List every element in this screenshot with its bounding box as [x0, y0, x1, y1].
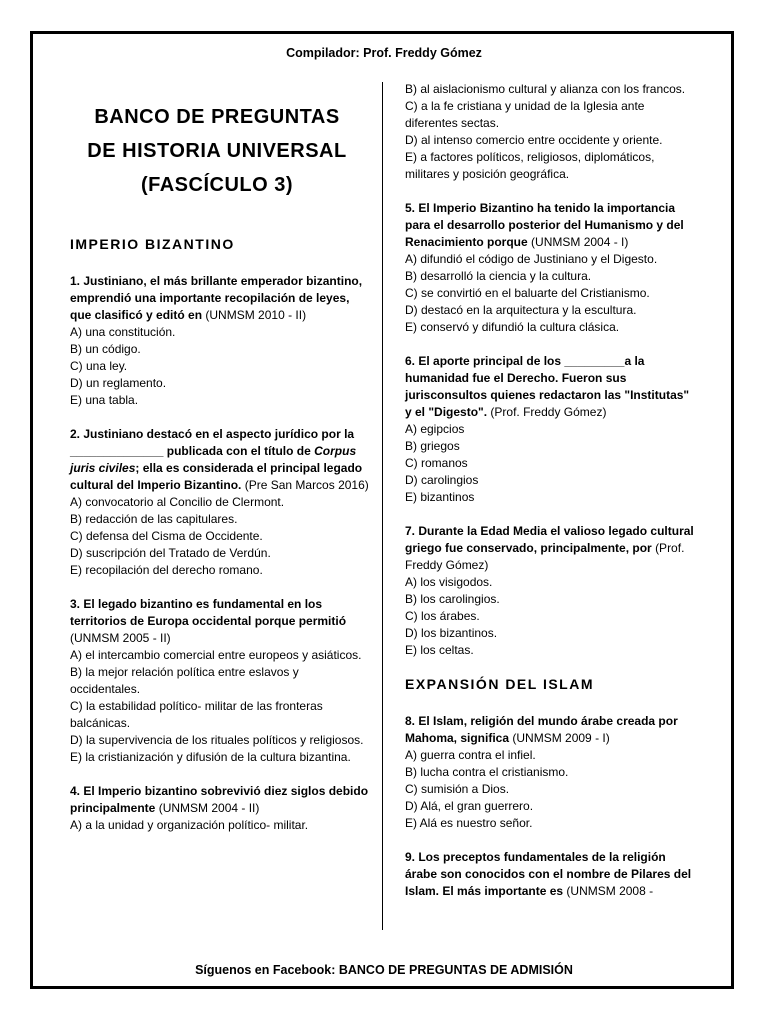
option-e: E) la cristianización y difusión de la cultura bizantina.	[70, 750, 351, 764]
question-source: (Prof. Freddy Gómez)	[490, 405, 607, 419]
option-d: D) Alá, el gran guerrero.	[405, 799, 534, 813]
question-stem	[405, 713, 695, 747]
option-d: D) destacó en la arquitectura y la escultura.	[405, 303, 637, 317]
option-d: D) la supervivencia de los rituales políticos y religiosos.	[70, 733, 364, 747]
option-c: C) sumisión a Dios.	[405, 782, 510, 796]
question-4-continued	[405, 81, 695, 183]
option-e: E) los celtas.	[405, 643, 474, 657]
option-a: A) el intercambio comercial entre europeos y asiáticos.	[70, 648, 362, 662]
compiler-header: Compilador: Prof. Freddy Gómez	[286, 46, 482, 60]
option-e: E) Alá es nuestro señor.	[405, 816, 533, 830]
option-c: C) a la fe cristiana y unidad de la Iglesia ante diferentes sectas.	[405, 99, 645, 130]
question-7	[405, 523, 695, 659]
title-line-3: (FASCÍCULO 3)	[140, 174, 294, 196]
document-title	[64, 100, 370, 202]
option-a: A) difundió el código de Justiniano y el Digesto.	[405, 252, 658, 266]
question-5	[405, 200, 695, 336]
question-1	[70, 273, 370, 409]
option-a: A) convocatorio al Concilio de Clermont.	[70, 495, 285, 509]
option-e: E) recopilación del derecho romano.	[70, 563, 263, 577]
stem-text-continued: ; ella es considerada el principal legado cultural del Imperio Bizantino.	[70, 461, 363, 492]
option-b: B) los carolingios.	[405, 592, 500, 606]
question-source: (UNMSM 2005 - II)	[70, 631, 171, 645]
option-b: B) al aislacionismo cultural y alianza con los francos.	[405, 82, 686, 96]
option-b: B) redacción de las capitulares.	[70, 512, 238, 526]
option-b: B) desarrolló la ciencia y la cultura.	[405, 269, 592, 283]
question-6	[405, 353, 695, 506]
question-stem	[405, 353, 695, 421]
option-b: B) la mejor relación política entre eslavos y occidentales.	[70, 665, 299, 696]
option-e: E) conservó y difundió la cultura clásica.	[405, 320, 620, 334]
option-b: B) un código.	[70, 342, 141, 356]
column-divider	[382, 82, 383, 930]
option-c: C) se convirtió en el baluarte del Cristianismo.	[405, 286, 650, 300]
stem-italic-text: Corpus juris civiles	[70, 444, 357, 475]
question-stem	[70, 273, 370, 324]
option-e: E) una tabla.	[70, 393, 139, 407]
section-title-imperio-bizantino: IMPERIO BIZANTINO	[70, 236, 235, 252]
question-source: (Pre San Marcos 2016)	[244, 478, 369, 492]
question-source: (UNMSM 2004 - II)	[158, 801, 260, 815]
option-c: C) los árabes.	[405, 609, 480, 623]
option-a: A) una constitución.	[70, 325, 176, 339]
question-2	[70, 426, 370, 579]
question-source: (UNMSM 2010 - II)	[205, 308, 307, 322]
stem-text: 4. El Imperio bizantino sobrevivió diez siglos debido principalmente	[70, 784, 369, 815]
left-column	[70, 100, 370, 851]
question-source: (Prof. Freddy Gómez)	[405, 541, 685, 572]
option-a: A) a la unidad y organización político- militar.	[70, 818, 309, 832]
question-stem	[70, 783, 370, 817]
title-line-1: BANCO DE PREGUNTAS	[94, 106, 340, 128]
option-e: E) bizantinos	[405, 490, 475, 504]
question-stem	[405, 200, 695, 251]
section-title-expansion-islam: EXPANSIÓN DEL ISLAM	[405, 676, 595, 692]
option-b: B) griegos	[405, 439, 460, 453]
stem-text: 3. El legado bizantino es fundamental en los territorios de Europa occidental porque permitió	[70, 597, 347, 628]
stem-text: 9. Los preceptos fundamentales de la religión árabe son conocidos con el nombre de Pilares del Islam. El más importante es	[405, 850, 692, 898]
question-stem	[405, 849, 695, 900]
question-stem	[70, 426, 370, 494]
option-a: A) guerra contra el infiel.	[405, 748, 536, 762]
question-source: (UNMSM 2008 -	[566, 884, 654, 898]
facebook-footer: Síguenos en Facebook: BANCO DE PREGUNTAS DE ADMISIÓN	[195, 963, 573, 977]
question-stem	[405, 523, 695, 574]
option-c: C) defensa del Cisma de Occidente.	[70, 529, 263, 543]
question-3	[70, 596, 370, 766]
option-c: C) romanos	[405, 456, 468, 470]
option-a: A) los visigodos.	[405, 575, 493, 589]
question-stem	[70, 596, 370, 647]
option-c: C) una ley.	[70, 359, 128, 373]
option-b: B) lucha contra el cristianismo.	[405, 765, 569, 779]
option-d: D) un reglamento.	[70, 376, 167, 390]
option-c: C) la estabilidad político- militar de las fronteras balcánicas.	[70, 699, 323, 730]
question-4	[70, 783, 370, 834]
option-e: E) a factores políticos, religiosos, diplomáticos, militares y posición geográfica.	[405, 150, 655, 181]
option-d: D) carolingios	[405, 473, 479, 487]
question-8	[405, 713, 695, 832]
question-9	[405, 849, 695, 900]
option-d: D) suscripción del Tratado de Verdún.	[70, 546, 271, 560]
stem-text: 8. El Islam, religión del mundo árabe creada por Mahoma, significa	[405, 714, 678, 745]
question-source: (UNMSM 2004 - I)	[531, 235, 629, 249]
right-column	[405, 81, 695, 917]
stem-text: 1. Justiniano, el más brillante emperador bizantino, emprendió una importante recopilación de leyes, que clasificó y editó en	[70, 274, 363, 322]
title-line-2: DE HISTORIA UNIVERSAL	[87, 140, 347, 162]
question-source: (UNMSM 2009 - I)	[512, 731, 610, 745]
option-a: A) egipcios	[405, 422, 465, 436]
stem-text: 7. Durante la Edad Media el valioso legado cultural griego fue conservado, principalmente, por	[405, 524, 694, 555]
option-d: D) al intenso comercio entre occidente y oriente.	[405, 133, 663, 147]
stem-text: 2. Justiniano destacó en el aspecto jurídico por la ______________ publicada con el título de	[70, 427, 355, 458]
option-d: D) los bizantinos.	[405, 626, 498, 640]
stem-text: 5. El Imperio Bizantino ha tenido la importancia para el desarrollo posterior del Humanismo y del Renacimiento porque	[405, 201, 684, 249]
stem-text: 6. El aporte principal de los _________a la humanidad fue el Derecho. Fueron sus jurisconsultos quienes redactaron las "Institutas" y el "Digesto".	[405, 354, 690, 419]
